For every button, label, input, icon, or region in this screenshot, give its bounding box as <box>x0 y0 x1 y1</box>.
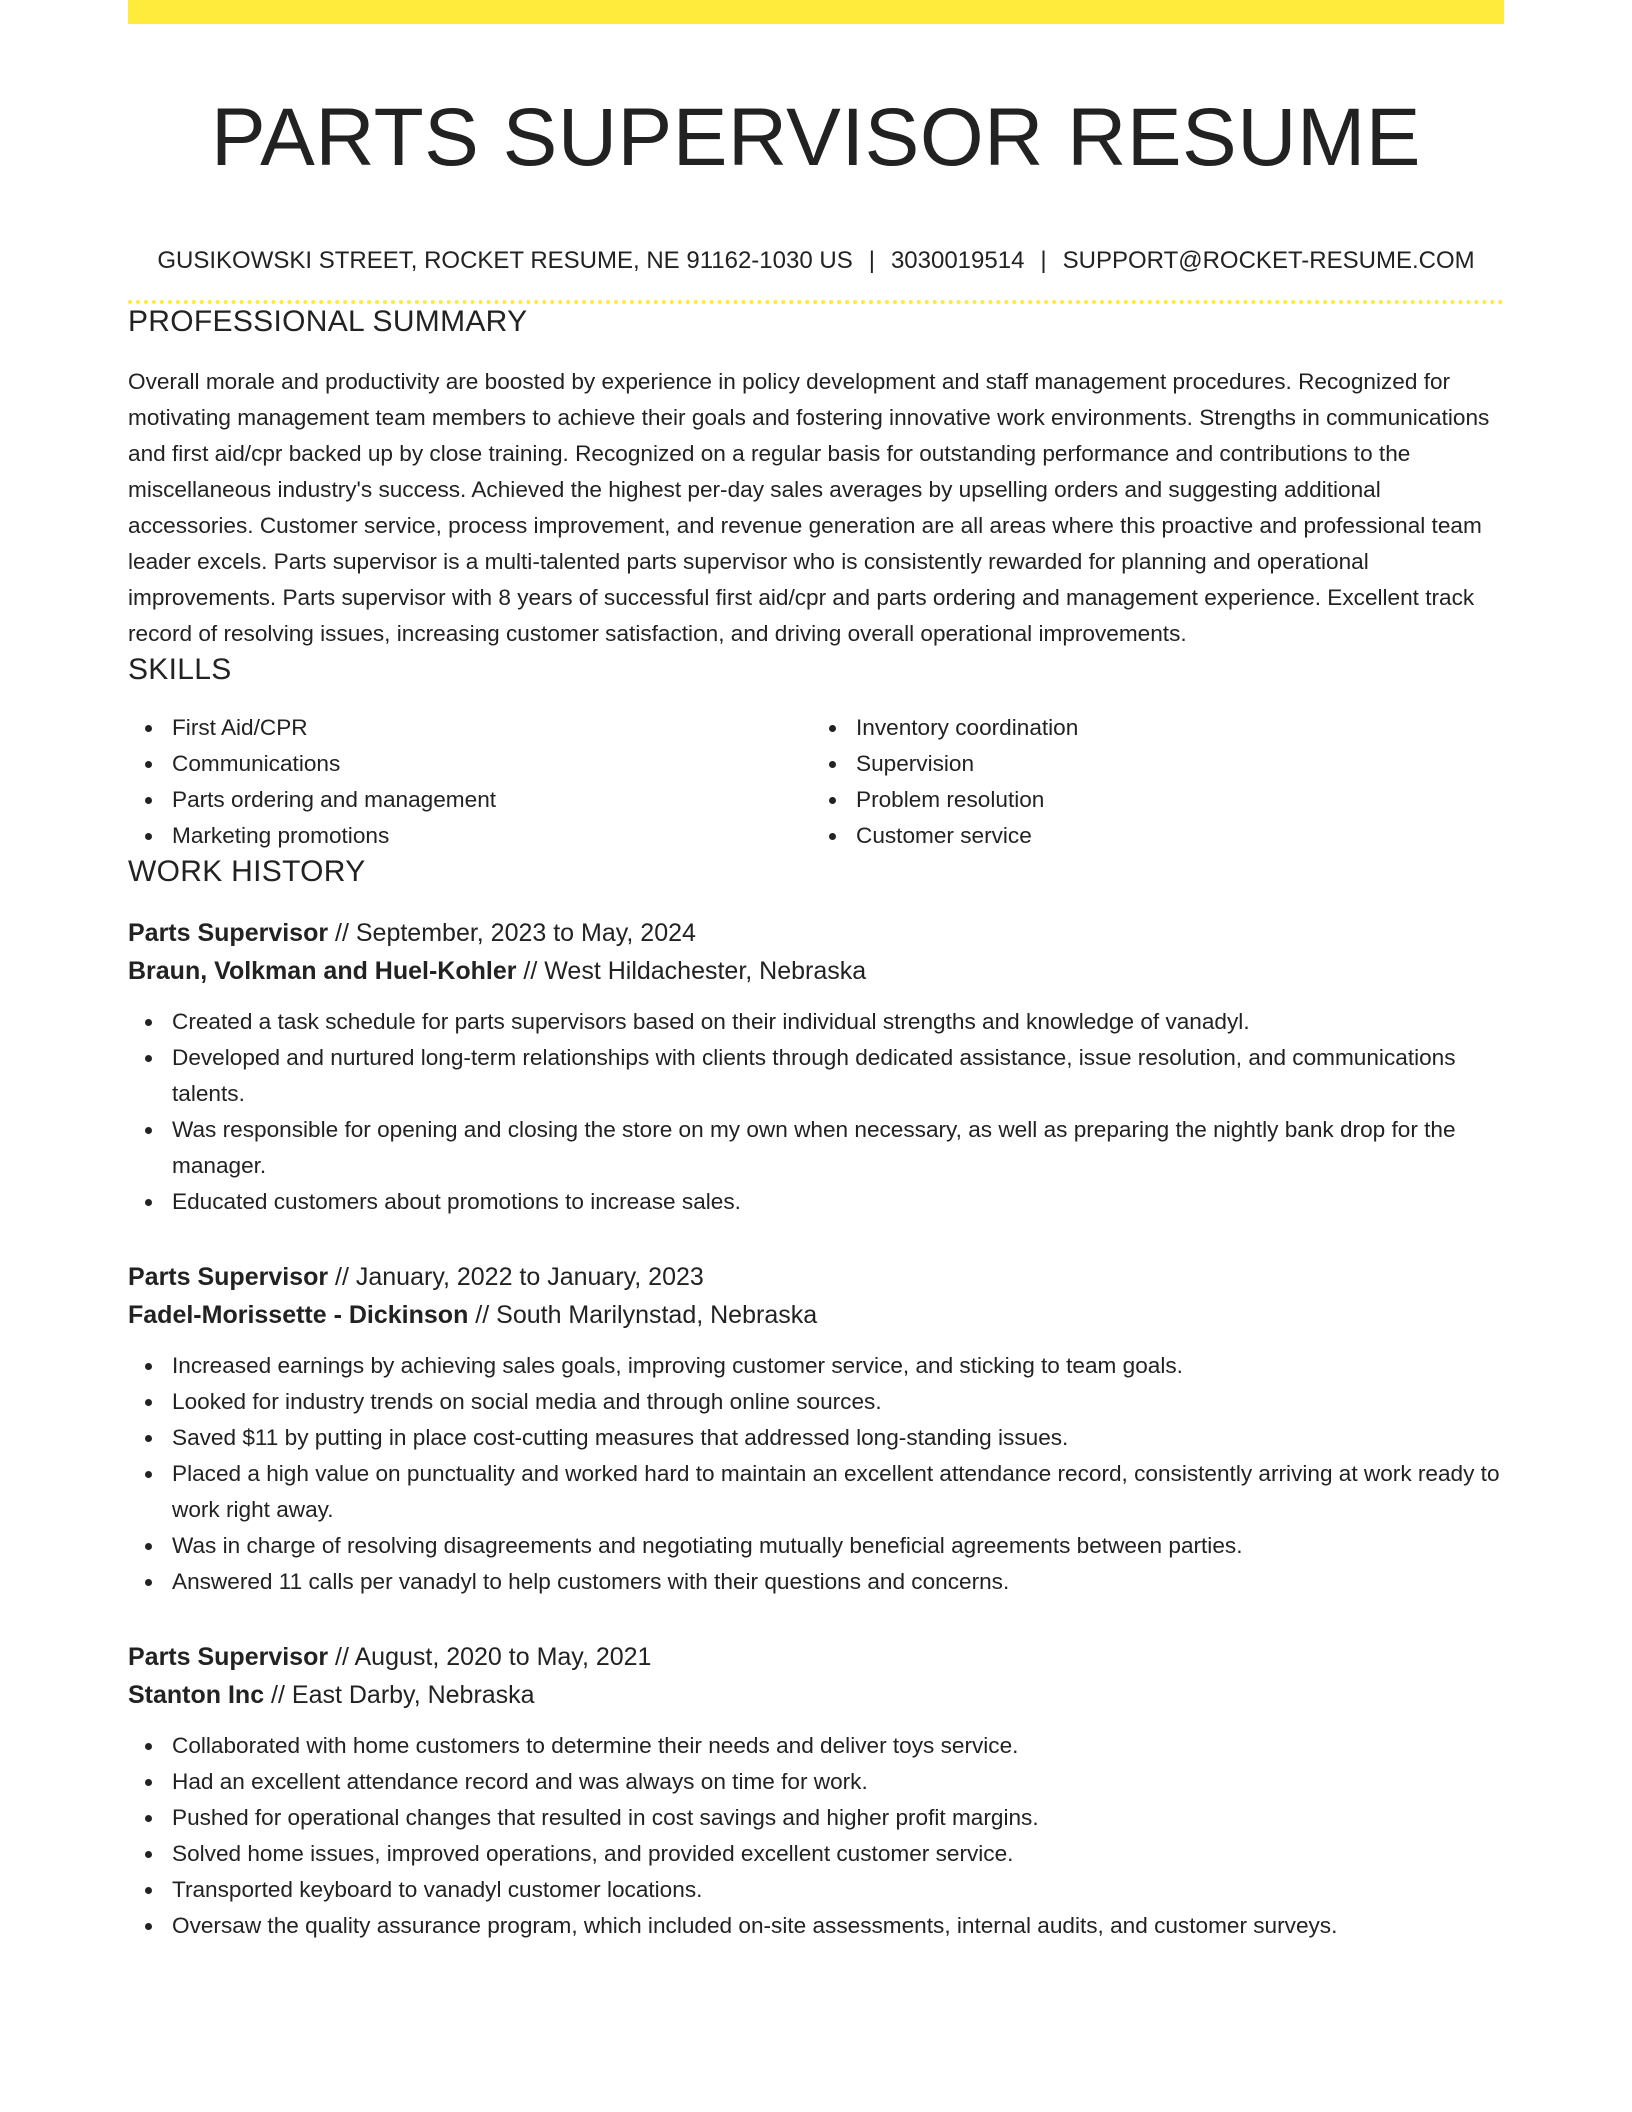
resume-title: PARTS SUPERVISOR RESUME <box>211 92 1421 183</box>
job-bullets <box>128 1728 1504 1944</box>
job-bullet: Placed a high value on punctuality and worked hard to maintain an excellent attendance record, consistently arriving at work ready to work right away. <box>172 1456 1504 1528</box>
job-entry <box>128 1638 1504 1944</box>
job-bullet: Transported keyboard to vanadyl customer locations. <box>172 1872 1504 1908</box>
job-bullet: Developed and nurtured long-term relationships with clients through dedicated assistance, issue resolution, and communications talents. <box>172 1040 1504 1112</box>
job-bullet: Was in charge of resolving disagreements and negotiating mutually beneficial agreements between parties. <box>172 1528 1504 1564</box>
job-bullet: Created a task schedule for parts supervisors based on their individual strengths and knowledge of vanadyl. <box>172 1004 1504 1040</box>
job-bullet: Increased earnings by achieving sales goals, improving customer service, and sticking to team goals. <box>172 1348 1504 1384</box>
skill-item: First Aid/CPR <box>172 710 806 746</box>
skill-item: Supervision <box>856 746 1490 782</box>
job-role: Parts Supervisor <box>128 1643 329 1671</box>
job-company: Braun, Volkman and Huel-Kohler <box>128 957 517 985</box>
job-bullets <box>128 1004 1504 1220</box>
job-company: Stanton Inc <box>128 1681 265 1709</box>
job-bullet: Solved home issues, improved operations, and provided excellent customer service. <box>172 1836 1504 1872</box>
job-bullet: Was responsible for opening and closing the store on my own when necessary, as well as preparing the nightly bank drop for the manager. <box>172 1112 1504 1184</box>
skills-column-left <box>128 710 806 854</box>
address: GUSIKOWSKI STREET, ROCKET RESUME, NE 91162-1030 US <box>157 247 853 274</box>
skill-item: Marketing promotions <box>172 818 806 854</box>
job-title-line <box>128 1258 1504 1296</box>
job-role: Parts Supervisor <box>128 919 329 947</box>
job-location: // South Marilynstad, Nebraska <box>468 1301 818 1329</box>
job-bullets <box>128 1348 1504 1600</box>
job-bullet: Answered 11 calls per vanadyl to help customers with their questions and concerns. <box>172 1564 1504 1600</box>
accent-bar <box>128 0 1504 24</box>
summary-text: Overall morale and productivity are boosted by experience in policy development and staff management procedures. Recognized for motivating management team members to achieve their goals and fostering innovative work environments. Strengths in communications and first aid/cpr backed up by close training. Recognized on a regular basis for outstanding performance and contributions to the miscellaneous industry's success. Achieved the highest per-day sales averages by upselling orders and suggesting additional accessories. Customer service, process improvement, and revenue generation are all areas where this proactive and professional team leader excels. Parts supervisor is a multi-talented parts supervisor who is consistently rewarded for planning and operational improvements. Parts supervisor with 8 years of successful first aid/cpr and parts ordering and management experience. Excellent track record of resolving issues, increasing customer satisfaction, and driving overall operational improvements. <box>128 369 1490 646</box>
job-location: // West Hildachester, Nebraska <box>516 957 867 985</box>
job-company-line <box>128 952 1504 990</box>
job-title-line <box>128 1638 1504 1676</box>
phone: 3030019514 <box>890 247 1025 274</box>
skills-heading: SKILLS <box>128 653 232 686</box>
job-company-line <box>128 1296 1504 1334</box>
job-bullet: Collaborated with home customers to determine their needs and deliver toys service. <box>172 1728 1504 1764</box>
job-entry <box>128 914 1504 1220</box>
skill-item: Communications <box>172 746 806 782</box>
work-history-heading: WORK HISTORY <box>128 855 366 888</box>
email: SUPPORT@ROCKET-RESUME.COM <box>1062 247 1475 274</box>
contact-separator: | <box>1040 247 1047 274</box>
job-title-line <box>128 914 1504 952</box>
job-bullet: Oversaw the quality assurance program, which included on-site assessments, internal audits, and customer surveys. <box>172 1908 1504 1944</box>
contact-line <box>128 246 1504 276</box>
skills-column-right <box>806 710 1490 854</box>
resume-page <box>128 0 1504 1944</box>
job-role: Parts Supervisor <box>128 1263 329 1291</box>
skill-item: Parts ordering and management <box>172 782 806 818</box>
job-company: Fadel-Morissette - Dickinson <box>128 1301 469 1329</box>
skills-list <box>128 710 1504 854</box>
job-bullet: Looked for industry trends on social media and through online sources. <box>172 1384 1504 1420</box>
skill-item: Inventory coordination <box>856 710 1490 746</box>
summary-heading: PROFESSIONAL SUMMARY <box>128 305 528 338</box>
job-entry <box>128 1258 1504 1600</box>
job-bullet: Saved $11 by putting in place cost-cutting measures that addressed long-standing issues. <box>172 1420 1504 1456</box>
job-bullet: Educated customers about promotions to increase sales. <box>172 1184 1504 1220</box>
job-dates: // August, 2020 to May, 2021 <box>328 1643 652 1671</box>
skill-item: Problem resolution <box>856 782 1490 818</box>
skill-item: Customer service <box>856 818 1490 854</box>
job-dates: // September, 2023 to May, 2024 <box>328 919 696 947</box>
job-bullet: Had an excellent attendance record and was always on time for work. <box>172 1764 1504 1800</box>
contact-separator: | <box>868 247 875 274</box>
job-dates: // January, 2022 to January, 2023 <box>328 1263 704 1291</box>
job-company-line <box>128 1676 1504 1714</box>
job-bullet: Pushed for operational changes that resulted in cost savings and higher profit margins. <box>172 1800 1504 1836</box>
job-location: // East Darby, Nebraska <box>264 1681 535 1709</box>
